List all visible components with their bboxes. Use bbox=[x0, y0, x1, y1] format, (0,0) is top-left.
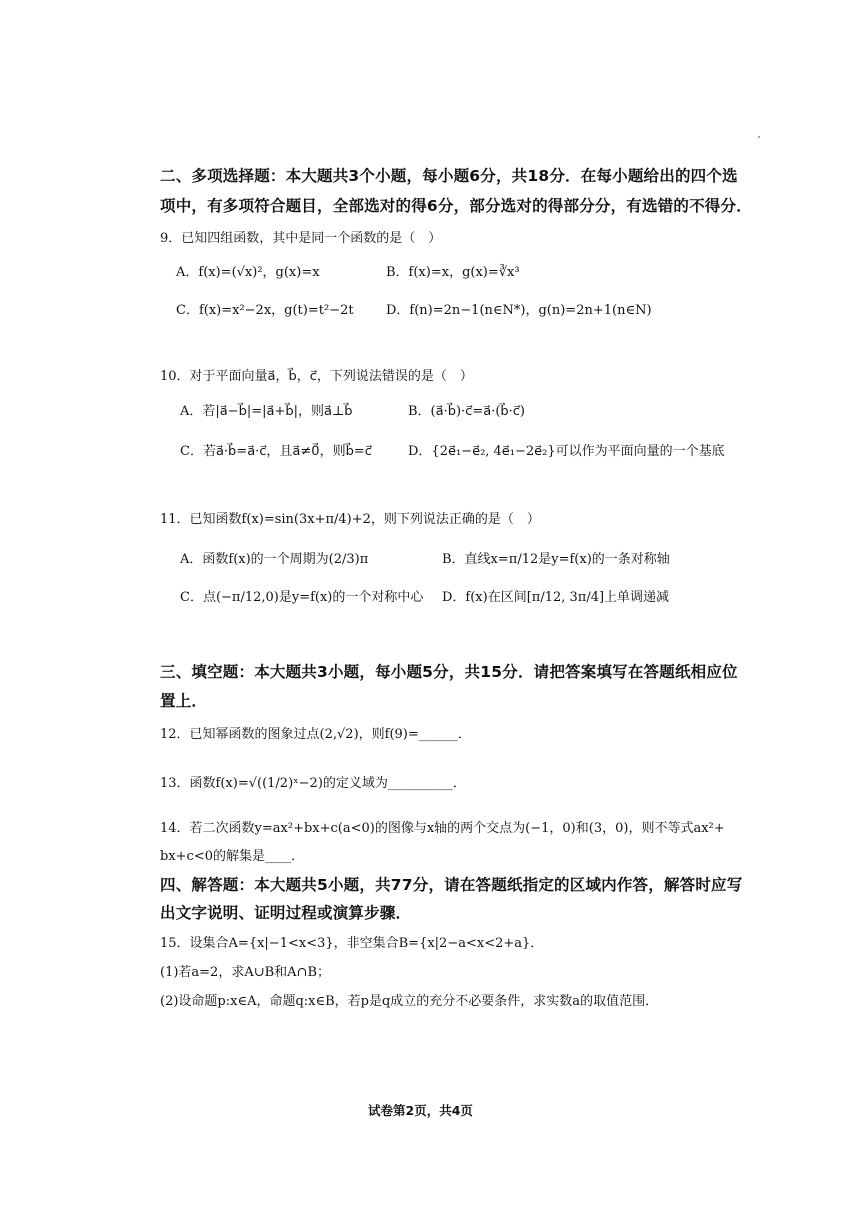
q11-option-b: B．直线x=π/12是y=f(x)的一条对称轴 bbox=[442, 552, 670, 567]
q10-option-d: D．{2e⃗₁−e⃗₂, 4e⃗₁−2e⃗₂}可以作为平面向量的一个基底 bbox=[408, 444, 725, 459]
q9-option-b: B．f(x)=x，g(x)=∛x³ bbox=[386, 265, 520, 280]
q11-stem: 11．已知函数f(x)=sin(3x+π/4)+2，则下列说法正确的是（ ） bbox=[160, 512, 540, 527]
q11-option-c: C．点(−π/12,0)是y=f(x)的一个对称中心 bbox=[180, 590, 424, 605]
q15-stem: 15．设集合A={x|−1<x<3}，非空集合B={x|2−a<x<2+a}． bbox=[160, 936, 544, 951]
q10-option-b: B．(a⃗·b⃗)·c⃗=a⃗·(b⃗·c⃗) bbox=[408, 404, 525, 419]
q11-option-a: A．函数f(x)的一个周期为(2/3)π bbox=[180, 552, 369, 567]
q9-stem: 9．已知四组函数，其中是同一个函数的是（ ） bbox=[160, 231, 442, 246]
q9-option-d: D．f(n)=2n−1(n∈N*)，g(n)=2n+1(n∈N) bbox=[386, 303, 652, 318]
q13-text: 13．函数f(x)=√((1/2)ˣ−2)的定义域为__________． bbox=[160, 776, 466, 791]
section4-heading-line2: 出文字说明、证明过程或演算步骤． bbox=[160, 904, 412, 922]
q14-line1: 14．若二次函数y=ax²+bx+c(a<0)的图像与x轴的两个交点为(−1，0)和(3，0)，则不等式ax²+ bbox=[160, 821, 725, 836]
q9-option-a: A．f(x)=(√x)²，g(x)=x bbox=[176, 265, 320, 280]
section4-heading-line1: 四、解答题：本大题共5小题，共77分，请在答题纸指定的区域内作答，解答时应写 bbox=[160, 876, 743, 894]
section2-heading-line2: 项中，有多项符合题目，全部选对的得6分，部分选对的得部分分，有选错的不得分． bbox=[160, 197, 752, 215]
page-footer: 试卷第2页，共4页 bbox=[368, 1103, 473, 1118]
q15-part2: (2)设命题p:x∈A，命题q:x∈B，若p是q成立的充分不必要条件，求实数a的取值范围． bbox=[160, 994, 659, 1009]
q12-text: 12．已知幂函数的图象过点(2,√2)，则f(9)=______． bbox=[160, 727, 471, 742]
section3-heading-line2: 置上． bbox=[160, 692, 208, 710]
q9-option-c: C．f(x)=x²−2x，g(t)=t²−2t bbox=[176, 303, 354, 318]
section3-heading-line1: 三、填空题：本大题共3小题，每小题5分，共15分．请把答案填写在答题纸相应位 bbox=[160, 663, 738, 681]
q10-option-c: C．若a⃗·b⃗=a⃗·c⃗，且a⃗≠0⃗，则b⃗=c⃗ bbox=[180, 444, 372, 459]
q14-line2: bx+c<0的解集是____． bbox=[160, 849, 304, 864]
scan-speck bbox=[758, 136, 760, 138]
q10-option-a: A．若|a⃗−b⃗|=|a⃗+b⃗|，则a⃗⊥b⃗ bbox=[180, 404, 353, 419]
q11-option-d: D．f(x)在区间[π/12, 3π/4]上单调递减 bbox=[442, 590, 670, 605]
section2-heading-line1: 二、多项选择题：本大题共3个小题，每小题6分，共18分．在每小题给出的四个选 bbox=[160, 167, 738, 185]
q15-part1: (1)若a=2，求A∪B和A∩B； bbox=[160, 965, 330, 980]
q10-stem: 10．对于平面向量a⃗，b⃗，c⃗，下列说法错误的是（ ） bbox=[160, 369, 473, 384]
